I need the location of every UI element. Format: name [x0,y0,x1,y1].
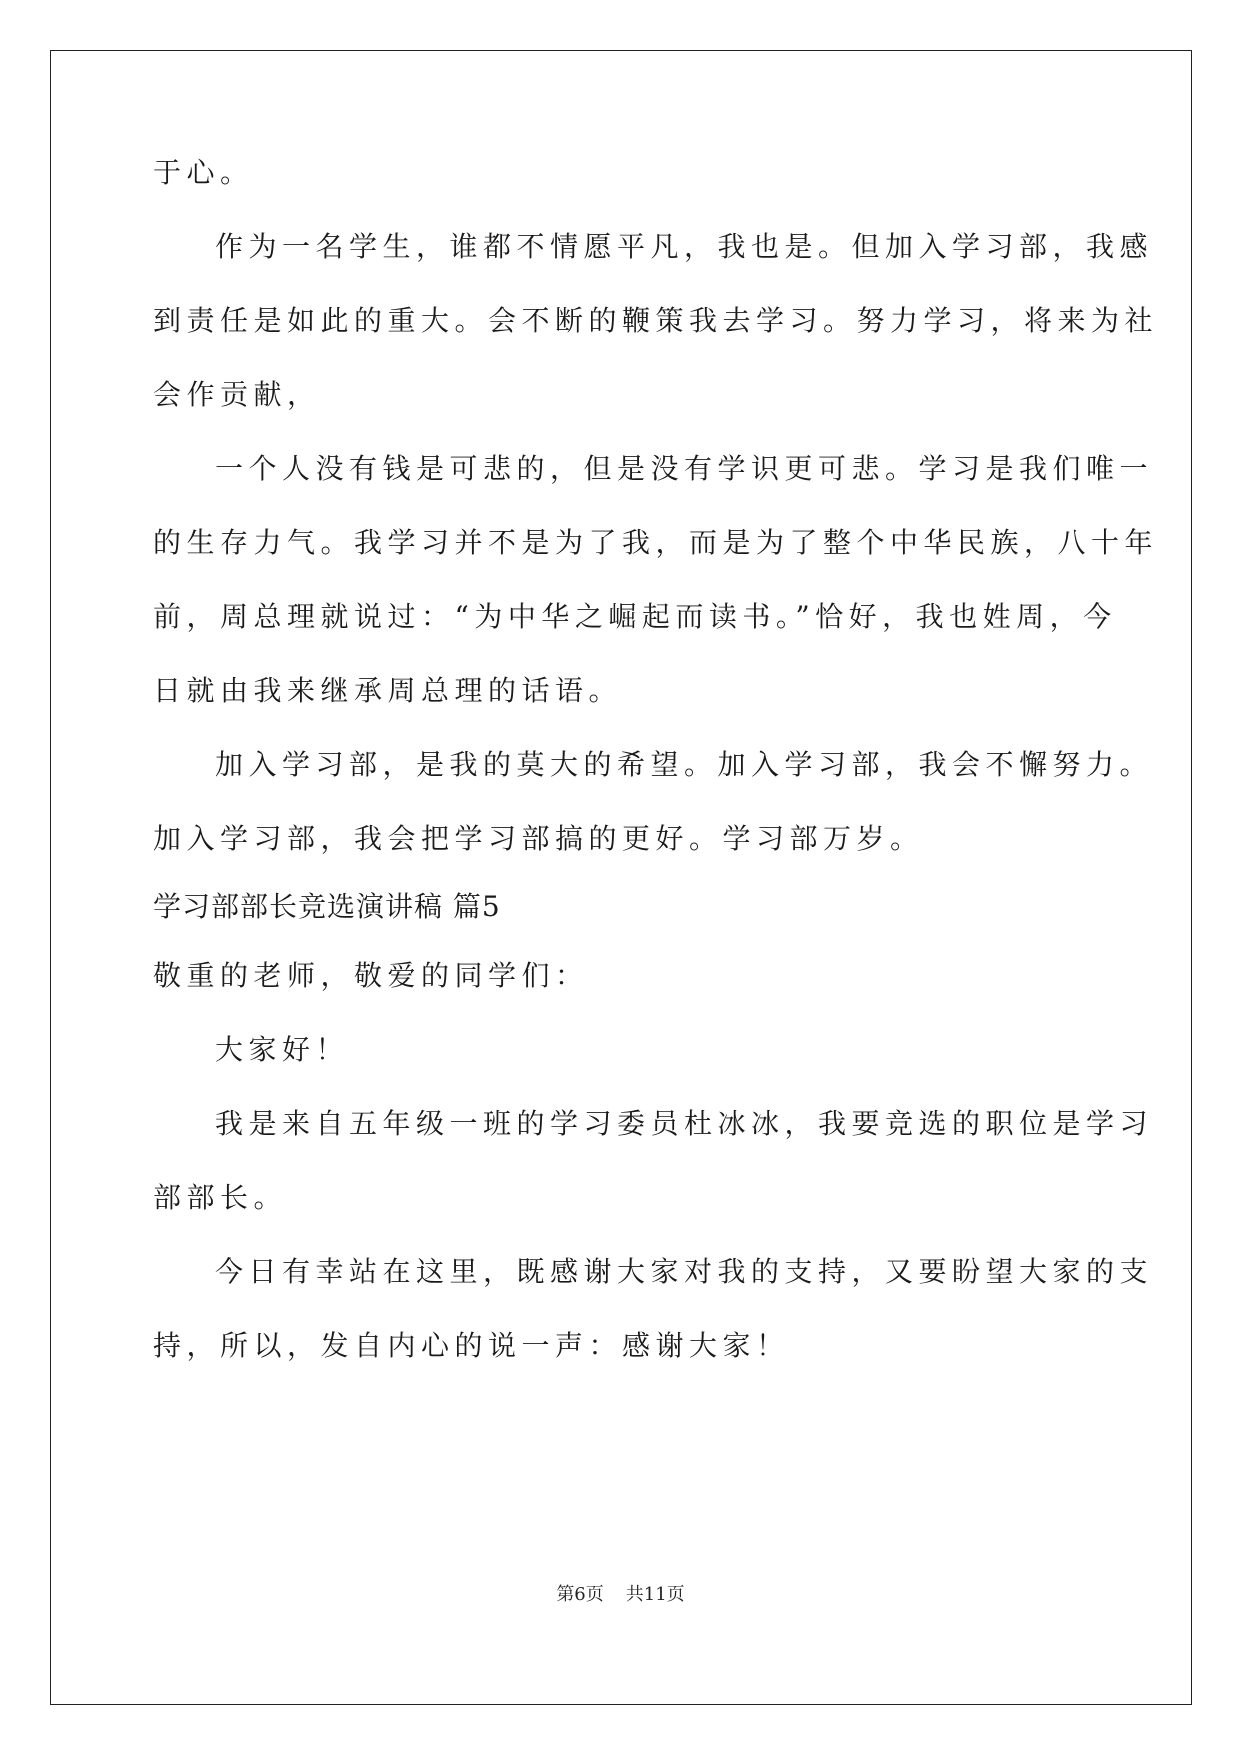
total-pages: 共11页 [625,1584,685,1605]
text-line: 日就由我来继承周总理的话语。 [153,674,623,707]
text-line: 到责任是如此的重大。会不断的鞭策我去学习。努力学习，将来为社 [153,304,1159,337]
page-footer [0,1583,1241,1607]
text-line: 加入学习部，是我的莫大的希望。加入学习部，我会不懈努力。 [215,748,1154,781]
text-line: 持，所以，发自内心的说一声：感谢大家！ [153,1329,790,1362]
section-heading: 学习部部长竞选演讲稿 篇5 [153,890,501,923]
current-page: 第6页 [556,1584,604,1605]
text-line: 会作贡献， [153,378,321,411]
page-border [50,50,1192,1705]
text-line: 作为一名学生，谁都不情愿平凡，我也是。但加入学习部，我感 [215,230,1154,263]
greeting: 大家好！ [215,1033,350,1066]
text-line: 部部长。 [153,1181,288,1214]
text-line: 的生存力气。我学习并不是为了我，而是为了整个中华民族，八十年 [153,526,1159,559]
text-line: 今日有幸站在这里，既感谢大家对我的支持，又要盼望大家的支 [215,1255,1154,1288]
salutation: 敬重的老师，敬爱的同学们： [153,959,589,992]
text-line: 加入学习部，我会把学习部搞的更好。学习部万岁。 [153,822,924,855]
text-line: 于心。 [153,156,254,189]
text-line: 一个人没有钱是可悲的，但是没有学识更可悲。学习是我们唯一 [215,452,1154,485]
text-line: 我是来自五年级一班的学习委员杜冰冰，我要竞选的职位是学习 [215,1107,1154,1140]
text-line: 前，周总理就说过：“为中华之崛起而读书。”恰好，我也姓周，今 [153,600,1117,633]
